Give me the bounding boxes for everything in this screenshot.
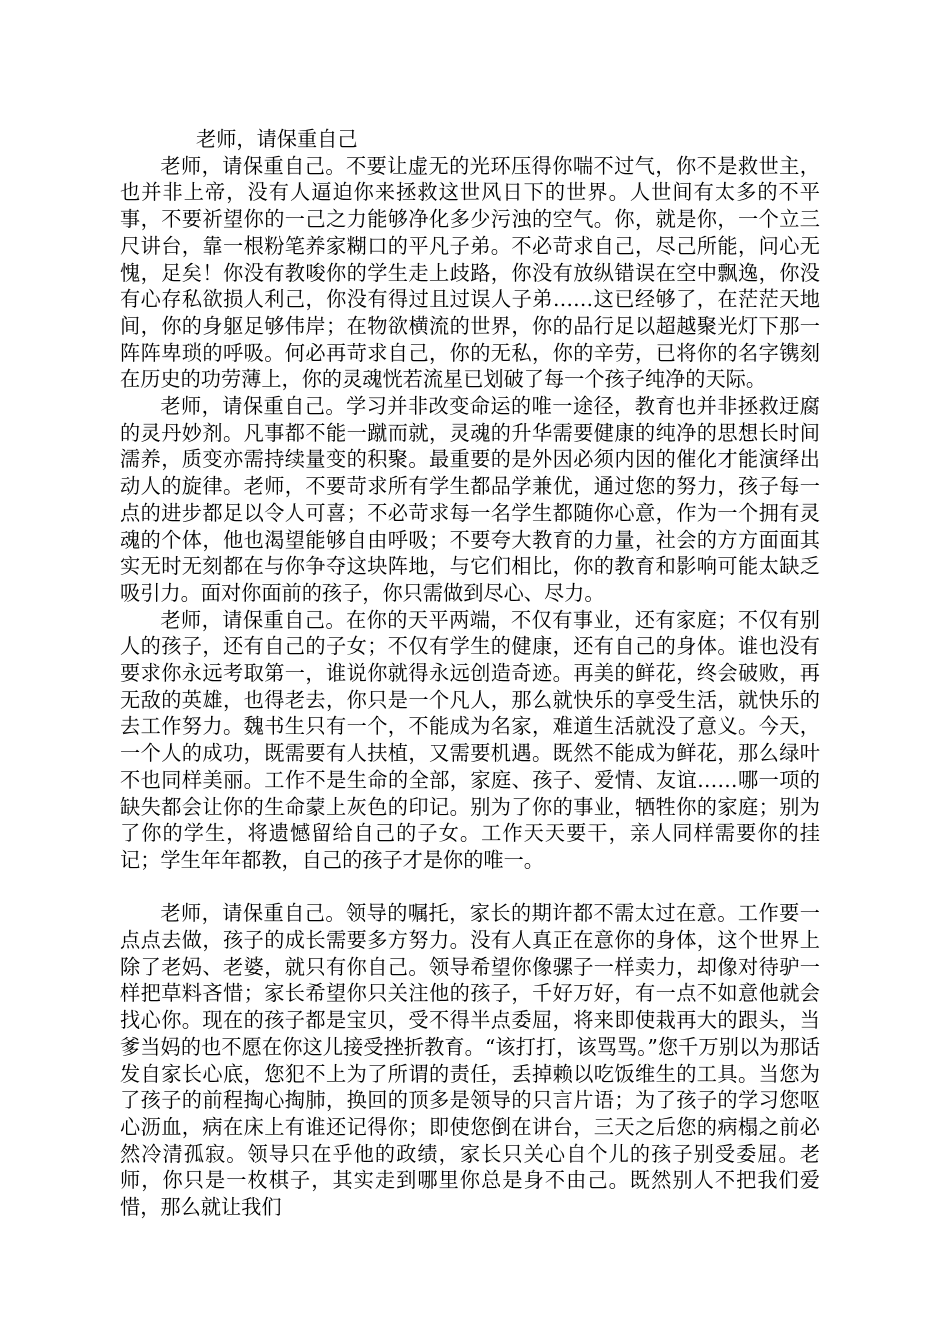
paragraph-spacer bbox=[120, 874, 820, 901]
paragraph-4: 老师，请保重自己。领导的嘱托，家长的期许都不需太过在意。工作要一点点去做，孩子的成长需要多方努力。没有人真正在意你的身体，这个世界上除了老妈、老婆，就只有你自己。领导希望你像骡子一样卖力，却像对待驴一样把草料吝惜；家长希望你只关注他的孩子，千好万好，有一点不如意他就会找心你。现在的孩子都是宝贝，受不得半点委屈，将来即使栽再大的跟头，当爹当妈的也不愿在你这儿接受挫折教育。“该打打，该骂骂。”您千万别以为那话发自家长心底，您犯不上为了所谓的责任，丢掉赖以吃饭维生的工具。当您为了孩子的前程掏心掏肺，换回的顶多是领导的只言片语；为了孩子的学习您呕心沥血，病在床上有谁还记得你；即使您倒在讲台，三天之后您的病榻之前必然冷清孤寂。领导只在乎他的政绩，家长只关心自个儿的孩子别受委屈。老师，你只是一枚棋子，其实走到哪里你总是身不由己。既然别人不把我们爱惜，那么就让我们 bbox=[120, 901, 820, 1220]
document-title: 老师，请保重自己 bbox=[196, 127, 358, 151]
paragraph-1: 老师，请保重自己。不要让虚无的光环压得你喘不过气，你不是救世主，也并非上帝，没有人逼迫你来拯救这世风日下的世界。人世间有太多的不平事，不要祈望你的一己之力能够净化多少污浊的空气。你，就是你，一个立三尺讲台，靠一根粉笔养家糊口的平凡子弟。不必苛求自己，尽己所能，问心无愧，足矣！你没有教唆你的学生走上歧路，你没有放纵错误在空中飘逸，你没有心存私欲损人利己，你没有得过且过误人子弟……这已经够了，在茫茫天地间，你的身躯足够伟岸；在物欲横流的世界，你的品行足以超越聚光灯下那一阵阵卑琐的呼吸。何必再苛求自己，你的无私，你的辛劳，已将你的名字镌刻在历史的功劳薄上，你的灵魂恍若流星已划破了每一个孩子纯净的天际。 bbox=[120, 153, 820, 392]
paragraph-2: 老师，请保重自己。学习并非改变命运的唯一途径，教育也并非拯救迂腐的灵丹妙剂。凡事都不能一蹴而就，灵魂的升华需要健康的纯净的思想长时间濡养，质变亦需持续量变的积聚。最重要的是外因必须内因的催化才能演绎出动人的旋律。老师，不要苛求所有学生都品学兼优，通过您的努力，孩子每一点的进步都足以令人可喜；不必苛求每一名学生都随你心意，作为一个拥有灵魂的个体，他也渴望能够自由呼吸；不要夸大教育的力量，社会的方方面面其实无时无刻都在与你争夺这块阵地，与它们相比，你的教育和影响可能太缺乏吸引力。面对你面前的孩子，你只需做到尽心、尽力。 bbox=[120, 394, 820, 605]
paragraph-3: 老师，请保重自己。在你的天平两端，不仅有事业，还有家庭；不仅有别人的孩子，还有自己的子女；不仅有学生的健康，还有自己的身体。谁也没有要求你永远考取第一，谁说你就得永远创造奇迹。再美的鲜花，终会破败，再无敌的英雄，也得老去，你只是一个凡人，那么就快乐的享受生活，就快乐的去工作努力。魏书生只有一个，不能成为名家，难道生活就没了意义。今天，一个人的成功，既需要有人扶植，又需要机遇。既然不能成为鲜花，那么绿叶不也同样美丽。工作不是生命的全部，家庭、孩子、爱情、友谊……哪一项的缺失都会让你的生命蒙上灰色的印记。别为了你的事业，牺牲你的家庭；别为了你的学生，将遗憾留给自己的子女。工作天天要干，亲人同样需要你的挂记；学生年年都教，自己的孩子才是你的唯一。 bbox=[120, 607, 820, 872]
document-page bbox=[120, 126, 820, 1221]
